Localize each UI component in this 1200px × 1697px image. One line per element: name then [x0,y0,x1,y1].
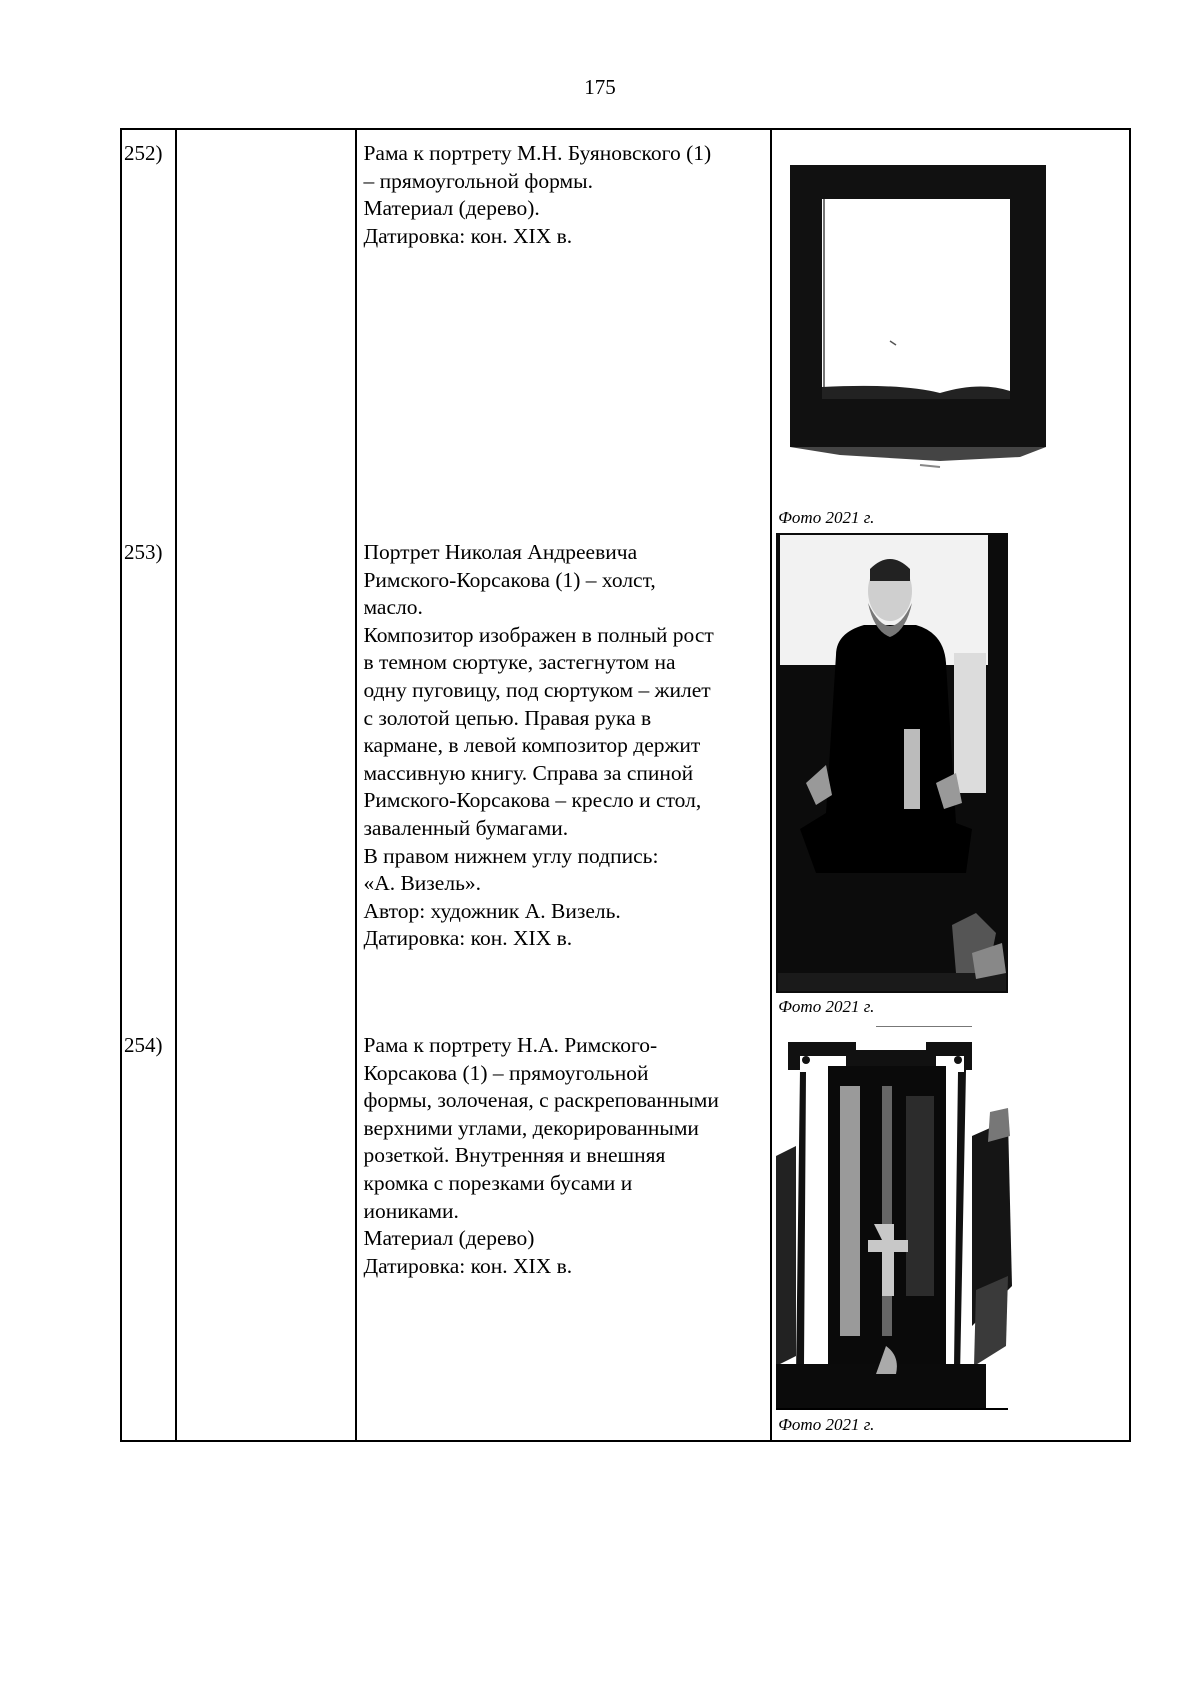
description-cell [356,1022,771,1441]
description-line: Автор: художник А. Визель. [363,898,621,923]
photo-caption: Фото 2021 г. [778,997,875,1016]
photo-caption: Фото 2021 г. [778,508,875,527]
description-line: верхними углами, декорированными [363,1115,699,1140]
gilded-frame-photo [776,1026,1036,1411]
photo-cell [771,1022,1130,1441]
description-line: иониками. [363,1198,459,1223]
description-cell [356,529,771,1022]
description-line: Материал (дерево) [363,1226,535,1251]
description-line: одну пуговицу, под сюртуком – жилет [363,677,711,702]
description-line: «А. Визель». [363,871,482,896]
description-line: заваленный бумагами. [363,815,569,840]
description-line: Датировка: кон. XIX в. [363,223,573,248]
entry-number-cell [121,129,176,529]
description-line: кармане, в левой композитор держит [363,733,701,758]
portrait-photo [776,533,1008,993]
description-line: розеткой. Внутренняя и внешняя [363,1143,666,1168]
entry-description [357,529,770,953]
description-line: Корсакова (1) – прямоугольной [363,1060,649,1085]
entry-number: 252) [124,141,163,165]
table-row [121,529,1130,1022]
description-line: В правом нижнем углу подпись: [363,843,659,868]
description-line: массивную книгу. Справа за спиной [363,760,694,785]
photo-cell [771,529,1130,1022]
entry-number-cell [121,529,176,1022]
entry-number-cell [121,1022,176,1441]
entry-number: 254) [124,1033,163,1057]
description-line: Портрет Николая Андреевича [363,540,638,564]
register-table [120,128,1131,1442]
description-line: в темном сюртуке, застегнутом на [363,650,676,675]
table-row [121,1022,1130,1441]
table-row [121,129,1130,529]
photo-caption: Фото 2021 г. [778,1415,875,1434]
description-line: Композитор изображен в полный рост [363,622,714,647]
description-cell [356,129,771,529]
description-line: кромка с порезками бусами и [363,1170,633,1195]
description-line: Римского-Корсакова (1) – холст, [363,567,656,592]
description-line: – прямоугольной формы. [363,168,593,193]
description-line: масло. [363,595,423,620]
page-number: 175 [584,75,616,99]
empty-cell [176,129,356,529]
description-line: с золотой цепью. Правая рука в [363,705,652,730]
empty-cell [176,529,356,1022]
empty-cell [176,1022,356,1441]
description-line: Рама к портрету М.Н. Буяновского (1) [363,141,712,165]
photo-cell [771,129,1130,529]
description-line: Римского-Корсакова – кресло и стол, [363,788,702,813]
entry-description [357,130,770,250]
description-line: формы, золоченая, с раскрепованными [363,1088,719,1113]
description-line: Рама к портрету Н.А. Римского- [363,1033,658,1057]
description-line: Датировка: кон. XIX в. [363,1253,573,1278]
frame-photo [780,155,1070,485]
entry-number: 253) [124,540,163,564]
description-line: Материал (дерево). [363,196,540,221]
entry-description [357,1022,770,1280]
description-line: Датировка: кон. XIX в. [363,926,573,951]
